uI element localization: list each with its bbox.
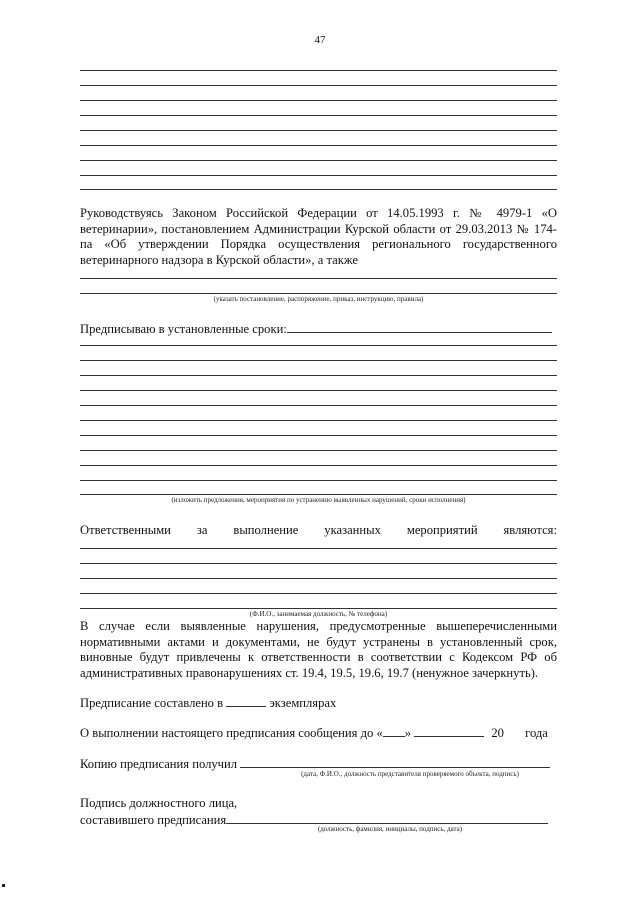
blank-line[interactable] <box>80 435 557 436</box>
prescribe-field[interactable] <box>287 321 552 333</box>
blank-line[interactable] <box>80 608 557 609</box>
page-number: 47 <box>314 34 326 46</box>
signature-label-1: Подпись должностного лица, <box>80 796 238 810</box>
blank-line[interactable] <box>80 578 557 579</box>
caption-documents: (указать постановление, распоряжение, приказ, инструкцию, правила) <box>213 295 424 303</box>
signature-field[interactable] <box>226 812 548 824</box>
blank-line[interactable] <box>80 175 557 176</box>
blank-line[interactable] <box>80 450 557 451</box>
prescribe-line <box>80 321 552 337</box>
report-suffix: года <box>525 726 548 740</box>
caption-signature: (должность, фамилия, инициалы, подпись, дата) <box>317 825 463 833</box>
blank-line[interactable] <box>80 405 557 406</box>
responsible-word: указанных <box>324 523 381 537</box>
responsible-word: за <box>196 523 208 537</box>
blank-line[interactable] <box>80 593 557 594</box>
blank-line[interactable] <box>80 390 557 391</box>
copies-count-field[interactable] <box>226 695 266 707</box>
responsible-word: выполнение <box>233 523 299 537</box>
blank-line[interactable] <box>80 548 557 549</box>
report-prefix: О выполнении настоящего предписания сообщения до « <box>80 726 383 740</box>
blank-line[interactable] <box>80 70 557 71</box>
blank-line[interactable] <box>80 278 557 279</box>
blank-line[interactable] <box>80 85 557 86</box>
legal-basis-paragraph: Руководствуясь Законом Российской Федерации от 14.05.1993 г. № 4979-1 «О ветеринарии», постановлением Администрации Курской области от 29.03.2013 № 174-па «Об утверждении Порядка осуществления регионального государственного ветеринарного надзора в Курской области», а также <box>80 206 557 267</box>
blank-line[interactable] <box>80 375 557 376</box>
prescribe-label: Предписываю в установленные сроки: <box>80 322 287 336</box>
copy-received-label: Копию предписания получил <box>80 757 238 771</box>
responsible-word: Ответственными <box>80 523 171 537</box>
warning-paragraph: В случае если выявленные нарушения, предусмотренные вышеперечисленными нормативными актами и документами, не будут устранены в установленный срок, виновные будут привлечены к ответственности в соответствии с Кодексом РФ об административных правонарушениях ст. 19.4, 19.5, 19.6, 19.7 (ненужное зачеркнуть). <box>80 619 557 680</box>
signature-label-2: составившего предписания <box>80 813 227 827</box>
copies-line <box>80 695 336 711</box>
caption-recipient: (дата, Ф.И.О., должность представителя проверяемого объекта, подпись) <box>301 770 519 778</box>
blank-line[interactable] <box>80 494 557 495</box>
caption-responsible: (Ф.И.О., занимаемая должность, № телефона) <box>249 610 388 618</box>
blank-line[interactable] <box>80 100 557 101</box>
blank-line[interactable] <box>80 465 557 466</box>
blank-line[interactable] <box>80 420 557 421</box>
blank-line[interactable] <box>80 189 557 190</box>
scan-mark <box>2 884 5 887</box>
report-year: 20 <box>491 726 504 740</box>
caption-measures: (изложить предложения, мероприятия по устранению выявленных нарушений, сроки исполнения) <box>171 496 466 504</box>
blank-line[interactable] <box>80 563 557 564</box>
blank-line[interactable] <box>80 160 557 161</box>
report-month-field[interactable] <box>414 725 484 737</box>
responsible-word: являются: <box>503 523 557 537</box>
copies-prefix: Предписание составлено в <box>80 696 224 710</box>
copy-received-field[interactable] <box>240 756 550 768</box>
blank-line[interactable] <box>80 345 557 346</box>
report-deadline-line <box>80 725 548 741</box>
responsible-line <box>80 523 557 538</box>
blank-line[interactable] <box>80 145 557 146</box>
responsible-word: мероприятий <box>406 523 478 537</box>
report-mid: » <box>404 726 412 740</box>
blank-line[interactable] <box>80 360 557 361</box>
blank-line[interactable] <box>80 115 557 116</box>
blank-line[interactable] <box>80 293 557 294</box>
blank-line[interactable] <box>80 480 557 481</box>
report-day-field[interactable] <box>383 725 405 737</box>
copies-suffix: экземплярах <box>269 696 337 710</box>
blank-line[interactable] <box>80 130 557 131</box>
